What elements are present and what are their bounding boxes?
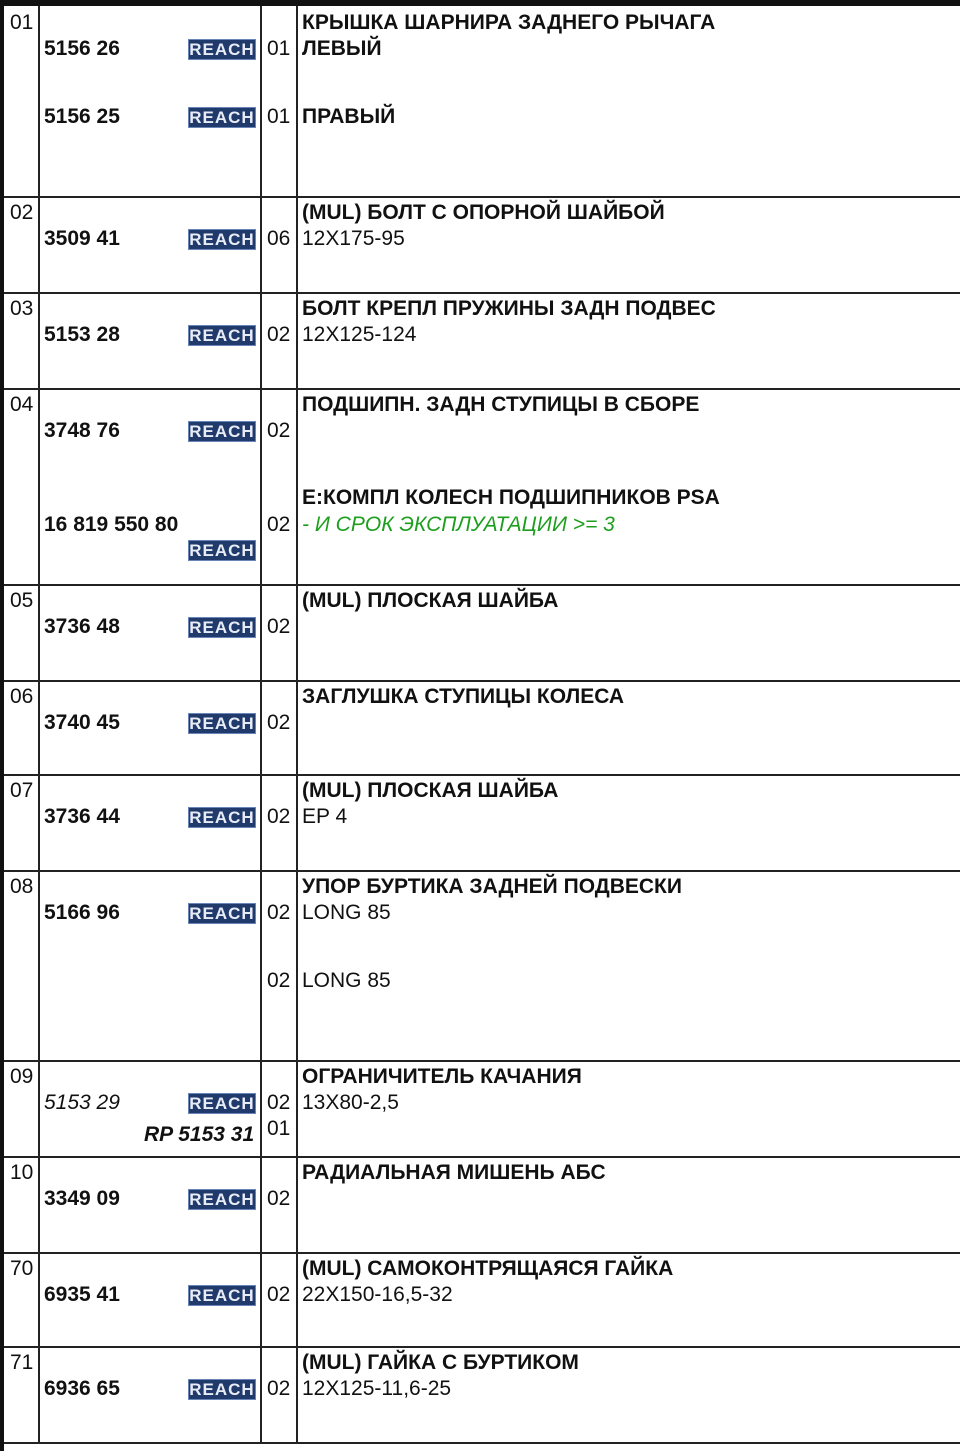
part-description: (MUL) ПЛОСКАЯ ШАЙБА (302, 589, 559, 612)
reach-badge: REACH (189, 230, 255, 249)
column-divider (260, 292, 262, 388)
reach-badge: REACH (189, 1380, 255, 1399)
part-description: УПОР БУРТИКА ЗАДНЕЙ ПОДВЕСКИ (302, 875, 682, 898)
row-index: 02 (10, 201, 34, 224)
reach-badge: REACH (189, 808, 255, 827)
table-row (4, 774, 960, 872)
column-divider (296, 196, 298, 292)
row-index: 03 (10, 297, 34, 320)
part-dimension: LONG 85 (302, 901, 391, 924)
column-divider (38, 1252, 40, 1346)
quantity: 06 (267, 227, 291, 250)
column-divider (38, 680, 40, 774)
column-divider (260, 870, 262, 1060)
part-reference[interactable]: 3736 48 (44, 615, 120, 638)
part-description: (MUL) БОЛТ С ОПОРНОЙ ШАЙБОЙ (302, 201, 665, 224)
part-dimension: 12X125-11,6-25 (302, 1377, 452, 1400)
part-reference[interactable]: 3740 45 (44, 711, 120, 734)
table-row (4, 1252, 960, 1348)
part-reference[interactable]: 6936 65 (44, 1377, 120, 1400)
row-index: 01 (10, 11, 34, 34)
column-divider (38, 292, 40, 388)
row-index: 06 (10, 685, 34, 708)
column-divider (296, 680, 298, 774)
column-divider (38, 6, 40, 196)
quantity: 02 (267, 1283, 291, 1306)
part-dimension: 12X175-95 (302, 227, 405, 250)
column-divider (260, 388, 262, 584)
reach-badge: REACH (189, 541, 255, 560)
column-divider (260, 196, 262, 292)
column-divider (296, 774, 298, 870)
part-description: (MUL) ГАЙКА С БУРТИКОМ (302, 1351, 579, 1374)
column-divider (260, 774, 262, 870)
column-divider (260, 1156, 262, 1252)
quantity: 01 (267, 105, 291, 128)
row-index: 08 (10, 875, 34, 898)
part-reference-superseded[interactable]: 5153 29 (44, 1091, 120, 1114)
part-reference[interactable]: 5166 96 (44, 901, 120, 924)
reach-badge: REACH (189, 714, 255, 733)
quantity: 02 (267, 323, 291, 346)
table-row (4, 388, 960, 586)
quantity: 01 (267, 37, 291, 60)
table-row (4, 1156, 960, 1254)
column-divider (38, 870, 40, 1060)
row-index: 10 (10, 1161, 34, 1184)
part-reference[interactable]: 3349 09 (44, 1187, 120, 1210)
quantity: 02 (267, 615, 291, 638)
part-reference[interactable]: 16 819 550 80 (44, 513, 179, 536)
part-description: ПРАВЫЙ (302, 105, 396, 128)
part-description: КРЫШКА ШАРНИРА ЗАДНЕГО РЫЧАГА (302, 11, 716, 34)
quantity: 02 (267, 513, 291, 536)
reach-badge: REACH (189, 904, 255, 923)
column-divider (296, 1060, 298, 1156)
quantity: 02 (267, 901, 291, 924)
reach-badge: REACH (189, 108, 255, 127)
column-divider (38, 196, 40, 292)
column-divider (260, 6, 262, 196)
part-dimension: LONG 85 (302, 969, 391, 992)
column-divider (296, 292, 298, 388)
row-index: 04 (10, 393, 34, 416)
part-reference[interactable]: 6935 41 (44, 1283, 120, 1306)
part-description: ЗАГЛУШКА СТУПИЦЫ КОЛЕСА (302, 685, 625, 708)
table-row (4, 196, 960, 294)
replacement-reference[interactable]: RP 5153 31 (144, 1123, 255, 1146)
column-divider (260, 1252, 262, 1346)
column-divider (296, 6, 298, 196)
quantity: 01 (267, 1117, 291, 1140)
part-reference[interactable]: 5156 25 (44, 105, 120, 128)
column-divider (260, 680, 262, 774)
table-row (4, 1346, 960, 1444)
part-dimension: 22X150-16,5-32 (302, 1283, 453, 1306)
column-divider (38, 774, 40, 870)
part-reference[interactable]: 3736 44 (44, 805, 120, 828)
column-divider (38, 1156, 40, 1252)
part-reference[interactable]: 5156 26 (44, 37, 120, 60)
column-divider (38, 388, 40, 584)
condition-note: - И СРОК ЭКСПЛУАТАЦИИ >= 3 (302, 513, 615, 536)
quantity: 02 (267, 805, 291, 828)
part-description: РАДИАЛЬНАЯ МИШЕНЬ АБС (302, 1161, 606, 1184)
part-description: (MUL) САМОКОНТРЯЩАЯСЯ ГАЙКА (302, 1257, 674, 1280)
part-description: ПОДШИПН. ЗАДН СТУПИЦЫ В СБОРЕ (302, 393, 700, 416)
column-divider (38, 1346, 40, 1442)
part-reference[interactable]: 3509 41 (44, 227, 120, 250)
reach-badge: REACH (189, 1190, 255, 1209)
part-description: E:КОМПЛ КОЛЕСН ПОДШИПНИКОВ PSA (302, 486, 720, 509)
row-index: 07 (10, 779, 34, 802)
quantity: 02 (267, 1091, 291, 1114)
reach-badge: REACH (189, 1286, 255, 1305)
table-row (4, 870, 960, 1062)
column-divider (296, 388, 298, 584)
part-dimension: EP 4 (302, 805, 348, 828)
table-row (4, 584, 960, 682)
column-divider (296, 870, 298, 1060)
part-description: БОЛТ КРЕПЛ ПРУЖИНЫ ЗАДН ПОДВЕС (302, 297, 716, 320)
part-description: ОГРАНИЧИТЕЛЬ КАЧАНИЯ (302, 1065, 582, 1088)
part-reference[interactable]: 5153 28 (44, 323, 120, 346)
row-index: 71 (10, 1351, 34, 1374)
table-row (4, 292, 960, 390)
column-divider (296, 1252, 298, 1346)
reach-badge: REACH (189, 1094, 255, 1113)
column-divider (260, 584, 262, 680)
reach-badge: REACH (189, 40, 255, 59)
quantity: 02 (267, 711, 291, 734)
part-reference[interactable]: 3748 76 (44, 419, 120, 442)
quantity: 02 (267, 1187, 291, 1210)
reach-badge: REACH (189, 422, 255, 441)
column-divider (296, 1156, 298, 1252)
row-index: 09 (10, 1065, 34, 1088)
quantity: 02 (267, 969, 291, 992)
part-description-sub: ЛЕВЫЙ (302, 37, 382, 60)
part-description: (MUL) ПЛОСКАЯ ШАЙБА (302, 779, 559, 802)
reach-badge: REACH (189, 618, 255, 637)
reach-badge: REACH (189, 326, 255, 345)
column-divider (260, 1346, 262, 1442)
row-index: 70 (10, 1257, 34, 1280)
table-row (4, 1060, 960, 1158)
column-divider (296, 1346, 298, 1442)
table-row (4, 680, 960, 776)
column-divider (38, 584, 40, 680)
column-divider (260, 1060, 262, 1156)
column-divider (296, 584, 298, 680)
table-row (4, 6, 960, 198)
column-divider (38, 1060, 40, 1156)
part-dimension: 13X80-2,5 (302, 1091, 399, 1114)
quantity: 02 (267, 419, 291, 442)
quantity: 02 (267, 1377, 291, 1400)
part-dimension: 12X125-124 (302, 323, 417, 346)
row-index: 05 (10, 589, 34, 612)
